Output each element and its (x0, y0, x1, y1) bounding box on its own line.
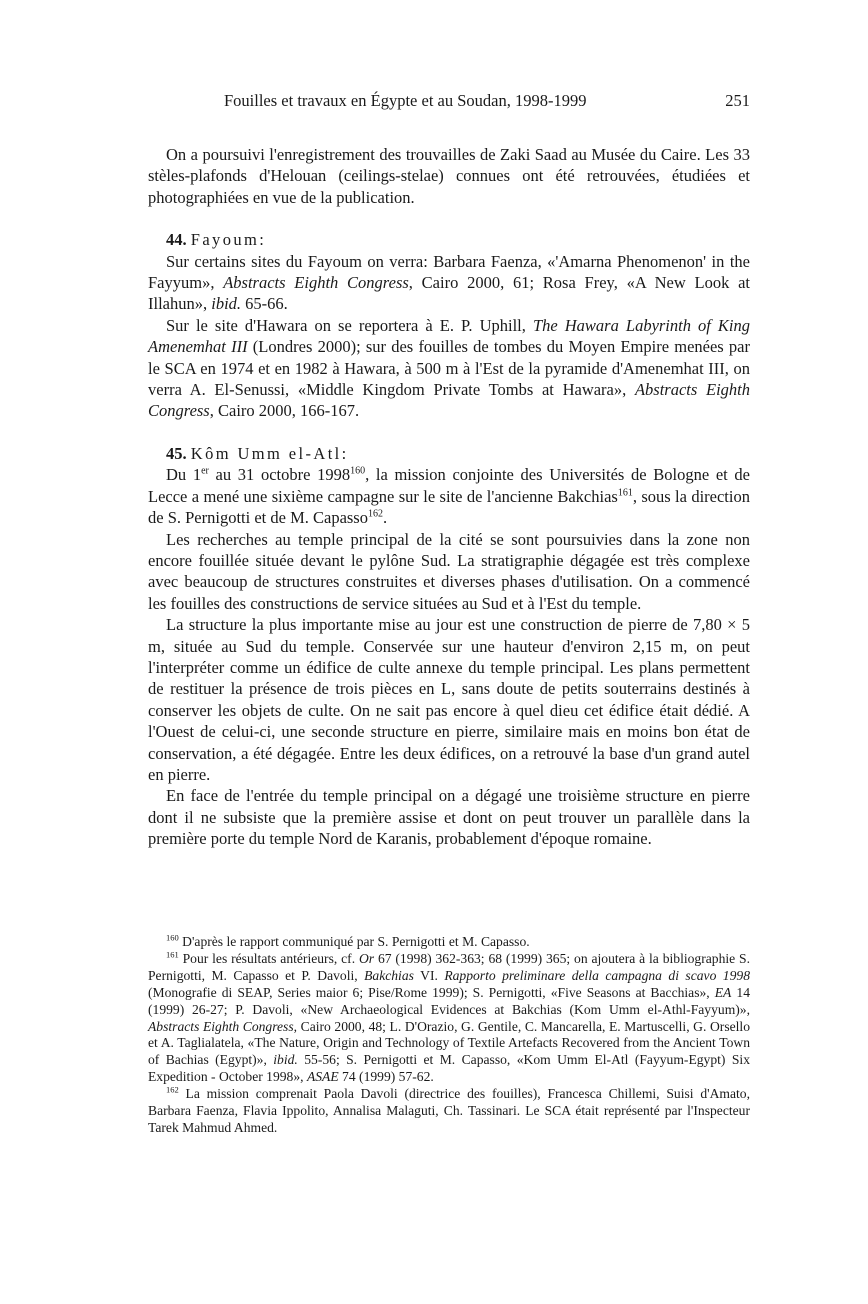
text-run: , Cairo 2000, 61; Rosa Frey, «A New Look at Illahun», (148, 273, 751, 314)
text-run: Sur certains sites du Fayoum on verra: Barbara Faenza, «'Amarna Phenomenon' in the Fayyum», (148, 251, 750, 293)
text-run: VI. (413, 967, 445, 983)
footnote-ref[interactable]: 162 (367, 508, 383, 520)
text-run: , sous la direction de S. Pernigotti et de M. Capasso (148, 486, 750, 528)
text-run: Pour les résultats antérieurs, cf. (178, 950, 359, 966)
text-run: au 31 octobre 1998 (208, 465, 351, 485)
text-italic: Bakchias (364, 967, 414, 983)
page-number: 251 (725, 91, 750, 110)
section-number: 44. (166, 230, 187, 250)
paragraph: La structure la plus importante mise au jour est une construction de pierre de 7,80 × 5 m, située au Sud du temple. Conservée sur une hauteur d'environ 2,15 m, on peut l'interpréter comme un édifice de culte annexe du temple principal. Les plans permettent de restituer la présence de trois pièces en L, sans doute de petits souterrains destinés à conserver les objets de culte. On ne sait pas encore à quel dieu cet édifice était dédié. A l'Ouest de celui-ci, une seconde structure en pierre, similaire mais en moins bon état de conservation, a été dégagée. Entre les deux édifices, on a retrouvé la base d'un grand autel en pierre. (148, 615, 750, 784)
paragraph: Les recherches au temple principal de la cité se sont poursuivies dans la zone non encore fouillée située devant le pylône Sud. La stratigraphie dégagée est très complexe avec beaucoup de structures construites et diverses phases d'utilisation. On a commencé les fouilles des constructions de service situées au Sud et à l'Est du temple. (148, 529, 750, 613)
section-title: Fayoum: (190, 230, 267, 250)
text-run: 67 (1998) 362-363; 68 (1999) 365; on ajoutera à la bibliographie S. Pernigotti, M. Capasso et P. Davoli, (148, 950, 750, 983)
paragraph (148, 464, 750, 528)
text-italic: Abstracts Eighth Congress (223, 273, 409, 293)
footnote-number: 162 (166, 1084, 179, 1095)
footnote-text: La mission comprenait Paola Davoli (directrice des fouilles), Francesca Chillemi, Suisi d'Amato, Barbara Faenza, Flavia Ippolito, Annalisa Malaguti, Ch. Tassinari. Le SCA était représenté par l'Inspecteur Tarek Mahmud Ahmed. (148, 1086, 750, 1135)
section-title: Kôm Umm el-Atl: (190, 443, 349, 463)
text-italic: EA (714, 984, 732, 1000)
footnote-ref[interactable]: 161 (617, 487, 633, 499)
text-italic: Abstracts Eighth Congress (148, 1018, 294, 1034)
section-number: 45. (166, 443, 187, 463)
footnote-161 (148, 951, 750, 1086)
text-run: (Monografie di SEAP, Series maior 6; Pise/Rome 1999); S. Pernigotti, «Five Seasons at Bacchias», (148, 984, 715, 1000)
text-run: Sur le site d'Hawara on se reportera à E. P. Uphill, (166, 315, 533, 335)
text-run: . (382, 508, 388, 528)
superscript: er (201, 465, 209, 477)
paragraph (148, 251, 750, 315)
section-45-kom-umm-el-atl (148, 443, 750, 850)
text-run: Du 1 (166, 465, 202, 485)
footnote-number: 161 (166, 949, 179, 960)
section-heading (148, 229, 750, 250)
footnote-160 (148, 934, 750, 951)
text-run: 14 (1999) 26-27; P. Davoli, «New Archaeological Evidences at Bakchias (Kom Umm el-Athl-Fayyum)», (148, 984, 750, 1017)
text-run: 65-66. (241, 294, 288, 314)
page (148, 88, 750, 850)
text-run: , Cairo 2000, 166-167. (209, 401, 360, 421)
body-text (148, 144, 750, 850)
footnote-number: 160 (166, 932, 179, 943)
text-italic: ibid. (211, 294, 242, 314)
text-run: 55-56; S. Pernigotti et M. Capasso, «Kom Umm El-Atl (Fayyum-Egypt) Six Expedition - October 1998», (148, 1052, 750, 1085)
text-run: , Cairo 2000, 48; L. D'Orazio, G. Gentile, C. Mancarella, E. Martuscelli, G. Orsello et A. Taglialatela, «The Nature, Origin and Technology of Textile Artefacts Recovered from the Ancient Town of Bachias (Egypt)», (148, 1018, 751, 1068)
text-run: , la mission conjointe des Universités de Bologne et de Lecce a mené une sixième campagne sur le site de l'ancienne Bakchias (148, 465, 750, 506)
footnote-162 (148, 1086, 750, 1137)
text-italic: Rapporto preliminare della campagna di scavo 1998 (444, 967, 750, 983)
running-header (148, 88, 750, 114)
text-italic: Abstracts Eighth Congress (148, 380, 750, 421)
intro-paragraph: On a poursuivi l'enregistrement des trouvailles de Zaki Saad au Musée du Caire. Les 33 stèles-plafonds d'Helouan (ceilings-stelae) connues ont été retrouvées, étudiées et photographiées en vue de la publication. (148, 145, 750, 207)
section-44-fayoum (148, 229, 750, 422)
paragraph (148, 315, 750, 422)
text-run: (Londres 2000); sur des fouilles de tombes du Moyen Empire menées par le SCA en 1974 et en 1982 à Hawara, à 500 m à l'Est de la pyramide d'Amenemhat III, on verra A. El-Senussi, «Middle Kingdom Private Tombs at Hawara», (148, 337, 750, 400)
paragraph: En face de l'entrée du temple principal on a dégagé une troisième structure en pierre dont il ne subsiste que la première assise et dont on peut trouver un parallèle dans la première porte du temple Nord de Karanis, probablement d'époque romaine. (148, 786, 750, 849)
running-title: Fouilles et travaux en Égypte et au Soudan, 1998-1999 (224, 91, 587, 110)
footnotes (148, 934, 750, 1137)
text-italic: The Hawara Labyrinth of King Amenemhat III (148, 315, 751, 357)
text-italic: ASAE (306, 1069, 339, 1085)
text-italic: Or (358, 950, 375, 966)
text-italic: ibid. (273, 1052, 298, 1068)
text-run: 74 (1999) 57-62. (338, 1069, 434, 1085)
footnote-text: D'après le rapport communiqué par S. Pernigotti et M. Capasso. (178, 934, 530, 949)
footnote-ref[interactable]: 160 (350, 465, 366, 477)
section-heading (148, 443, 750, 464)
